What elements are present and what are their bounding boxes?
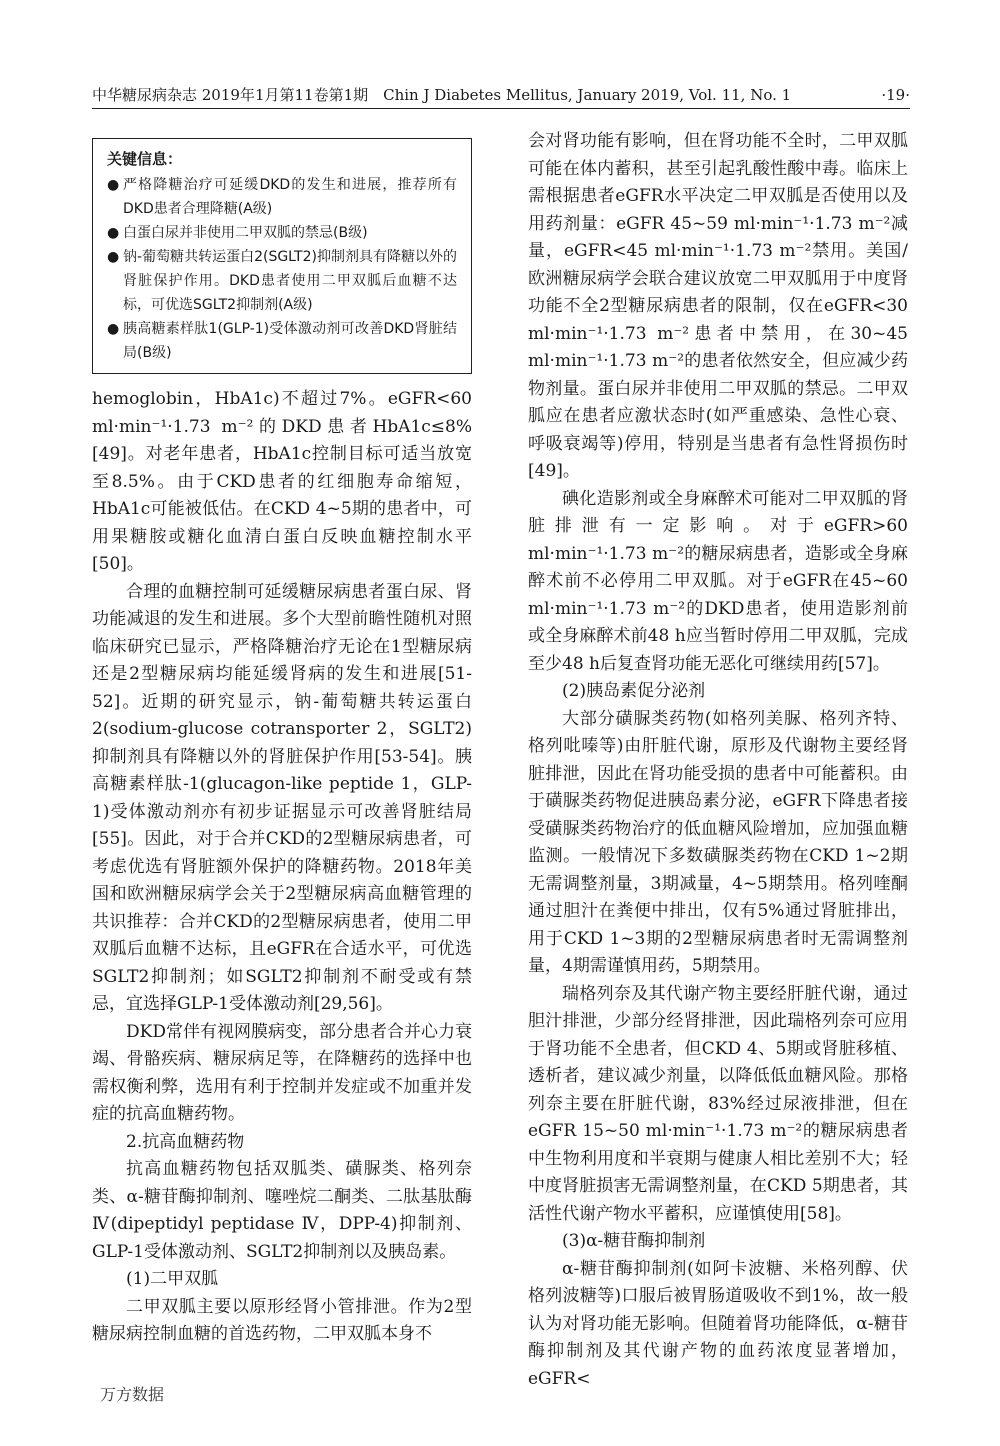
paragraph: 碘化造影剂或全身麻醉术可能对二甲双胍的肾脏排泄有一定影响。对于eGFR>60 ml·min⁻¹·1.73 m⁻²的糖尿病患者，造影或全身麻醉术前不必停用二甲双胍。对于eGFR在45~60 ml·min⁻¹·1.73 m⁻²的DKD患者，使用造影剂前或全身麻醉术前48 h应当暂时停用二甲双胍，完成至少48 h后复查肾功能无恶化可继续用药[57]。 [528,488,908,674]
paragraph: hemoglobin，HbA1c)不超过7%。eGFR<60 ml·min⁻¹·1.73 m⁻²的DKD患者HbA1c≤8%[49]。对老年患者，HbA1c控制目标可适当放宽至8.5%。由于CKD患者的红细胞寿命缩短，HbA1c可能被低估。在CKD 4~5期的患者中，可用果糖胺或糖化血清白蛋白反映血糖控制水平[50]。 [92,389,472,574]
paragraph: 合理的血糖控制可延缓糖尿病患者蛋白尿、肾功能减退的发生和进展。多个大型前瞻性随机对照临床研究已显示，严格降糖治疗无论在1型糖尿病还是2型糖尿病均能延缓肾病的发生和进展[51-52]。近期的研究显示，钠-葡萄糖共转运蛋白2(sodium-glucose cotransporter 2，SGLT2)抑制剂具有降糖以外的肾脏保护作用[53-54]。胰高糖素样肽-1(glucagon-like peptide 1，GLP-1)受体激动剂亦有初步证据显示可改善肾脏结局[55]。因此，对于合并CKD的2型糖尿病患者，可考虑优选有肾脏额外保护的降糖药物。2018年美国和欧洲糖尿病学会关于2型糖尿病高血糖管理的共识推荐：合并CKD的2型糖尿病患者，使用二甲双胍后血糖不达标，且eGFR在合适水平，可优选SGLT2抑制剂；如SGLT2抑制剂不耐受或有禁忌，宜选择GLP-1受体激动剂[29,56]。 [92,581,472,1014]
running-header [92,84,910,106]
bullet-icon: ● [107,225,120,241]
paragraph: 二甲双胍主要以原形经肾小管排泄。作为2型糖尿病控制血糖的首选药物，二甲双胍本身不 [92,1296,472,1344]
subsection-heading: (1)二甲双胍 [126,1269,219,1289]
bullet-icon: ● [107,177,120,193]
key-info-item: ● 钠-葡萄糖共转运蛋白2(SGLT2)抑制剂具有降糖以外的肾脏保护作用。DKD患者使用二甲双胍后血糖不达标，可优选SGLT2抑制剂(A级) [107,245,457,317]
page-number: ·19· [881,86,910,104]
paragraph: DKD常伴有视网膜病变，部分患者合并心力衰竭、骨骼疾病、糖尿病足等，在降糖药的选择中也需权衡利弊，选用有利于控制并发症或不加重并发症的抗高血糖药物。 [92,1021,472,1124]
key-info-item: ● 胰高糖素样肽1(GLP-1)受体激动剂可改善DKD肾脏结局(B级) [107,317,457,365]
key-info-box [92,138,472,374]
bullet-icon: ● [107,249,120,265]
watermark: 万方数据 [100,1385,165,1404]
section-heading: 2.抗高血糖药物 [126,1131,245,1152]
key-info-title: 关键信息： [107,150,183,168]
paragraph: 抗高血糖药物包括双胍类、磺脲类、格列奈类、α-糖苷酶抑制剂、噻唑烷二酮类、二肽基肽酶Ⅳ(dipeptidyl peptidase Ⅳ，DPP-4)抑制剂、GLP-1受体激动剂、SGLT2抑制剂以及胰岛素。 [92,1159,472,1262]
subsection-heading: (2)胰岛素促分泌剂 [562,681,706,701]
key-info-list [107,173,457,365]
paragraph: 瑞格列奈及其代谢产物主要经肝脏代谢，通过胆汁排泄，少部分经肾排泄，因此瑞格列奈可应用于肾功能不全患者，但CKD 4、5期或肾脏移植、透析者，建议减少剂量，以降低低血糖风险。那格列奈主要在肝脏代谢，83%经过尿液排泄，但在eGFR 15~50 ml·min⁻¹·1.73 m⁻²的糖尿病患者中生物利用度和半衰期与健康人相比差别不大；轻中度肾脏损害无需调整剂量，在CKD 5期患者，其活性代谢产物水平蓄积，应谨慎使用[58]。 [528,983,908,1224]
key-info-item: ● 白蛋白尿并非使用二甲双胍的禁忌(B级) [107,221,457,245]
key-info-item: ● 严格降糖治疗可延缓DKD的发生和进展，推荐所有DKD患者合理降糖(A级) [107,173,457,221]
bullet-icon: ● [107,321,120,337]
left-column [92,128,472,1349]
right-column [528,128,908,1393]
journal-citation: 中华糖尿病杂志 2019年1月第11卷第1期 Chin J Diabetes Mellitus, January 2019, Vol. 11, No. 1 [92,86,792,104]
paragraph: 会对肾功能有影响，但在肾功能不全时，二甲双胍可能在体内蓄积，甚至引起乳酸性酸中毒。临床上需根据患者eGFR水平决定二甲双胍是否使用以及用药剂量：eGFR 45~59 ml·min⁻¹·1.73 m⁻²减量，eGFR<45 ml·min⁻¹·1.73 m⁻²禁用。美国/欧洲糖尿病学会联合建议放宽二甲双胍用于中度肾功能不全2型糖尿病患者的限制，仅在eGFR<30 ml·min⁻¹·1.73 m⁻²患者中禁用，在30~45 ml·min⁻¹·1.73 m⁻²的患者依然安全，但应减少药物剂量。蛋白尿并非使用二甲双胍的禁忌。二甲双胍应在患者应激状态时(如严重感染、急性心衰、呼吸衰竭等)停用，特别是当患者有急性肾损伤时[49]。 [528,131,908,481]
paragraph: 大部分磺脲类药物(如格列美脲、格列齐特、格列吡嗪等)由肝脏代谢，原形及代谢物主要经肾脏排泄，因此在肾功能受损的患者中可能蓄积。由于磺脲类药物促进胰岛素分泌，eGFR下降患者接受磺脲类药物治疗的低血糖风险增加，应加强血糖监测。一般情况下多数磺脲类药物在CKD 1~2期无需调整剂量，3期减量，4~5期禁用。格列喹酮通过胆汁在粪便中排出，仅有5%通过肾脏排出，用于CKD 1~3期的2型糖尿病患者时无需调整剂量，4期需谨慎用药，5期禁用。 [528,708,908,976]
subsection-heading: (3)α-糖苷酶抑制剂 [562,1231,706,1251]
paragraph: α-糖苷酶抑制剂(如阿卡波糖、米格列醇、伏格列波糖等)口服后被胃肠道吸收不到1%，故一般认为对肾功能无影响。但随着肾功能降低，α-糖苷酶抑制剂及其代谢产物的血药浓度显著增加，eGFR< [528,1258,908,1389]
header-rule [92,108,910,109]
